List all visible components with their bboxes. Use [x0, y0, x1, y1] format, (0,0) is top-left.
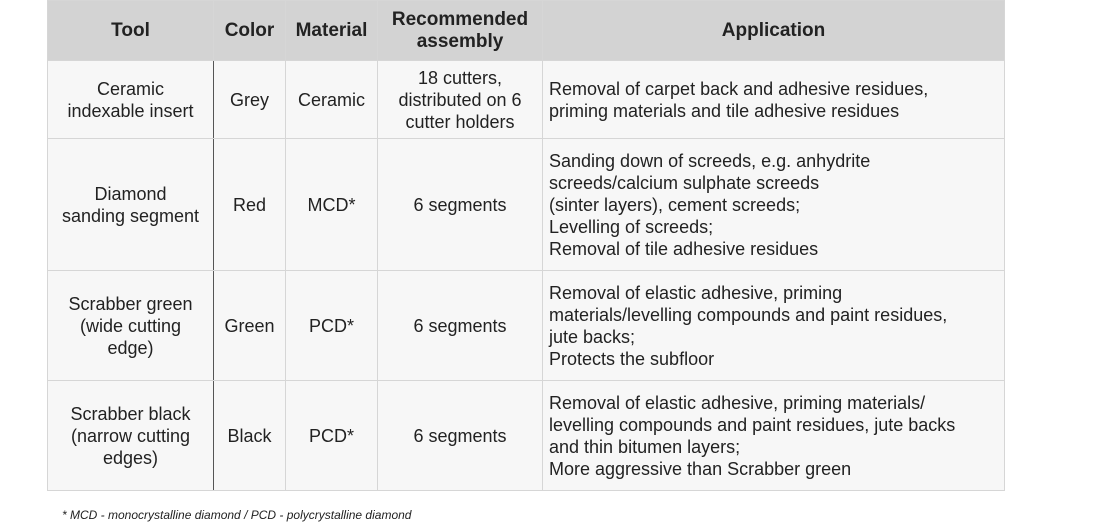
cell-material: Ceramic: [286, 61, 378, 139]
cell-material: MCD*: [286, 139, 378, 271]
cell-assembly: 6 segments: [378, 271, 543, 381]
cell-tool: Scrabber black (narrow cutting edges): [48, 381, 214, 491]
cell-application: Removal of elastic adhesive, priming materials/ levelling compounds and paint residues, jute backs and thin bitumen layers; More aggressive than Scrabber green: [543, 381, 1005, 491]
cell-color: Grey: [214, 61, 286, 139]
cell-assembly: 18 cutters, distributed on 6 cutter holders: [378, 61, 543, 139]
header-color: Color: [214, 1, 286, 61]
cell-application: Sanding down of screeds, e.g. anhydrite screeds/calcium sulphate screeds (sinter layers), cement screeds; Levelling of screeds; Removal of tile adhesive residues: [543, 139, 1005, 271]
table-row: [48, 139, 1005, 271]
cell-tool: Diamond sanding segment: [48, 139, 214, 271]
cell-color: Red: [214, 139, 286, 271]
header-application: Application: [543, 1, 1005, 61]
header-assembly: Recommended assembly: [378, 1, 543, 61]
header-tool: Tool: [48, 1, 214, 61]
cell-assembly: 6 segments: [378, 381, 543, 491]
table-row: [48, 381, 1005, 491]
cell-application: Removal of carpet back and adhesive residues, priming materials and tile adhesive residues: [543, 61, 1005, 139]
cell-color: Green: [214, 271, 286, 381]
footnote: * MCD - monocrystalline diamond / PCD - polycrystalline diamond: [62, 508, 412, 522]
cell-tool: Scrabber green (wide cutting edge): [48, 271, 214, 381]
header-row: [48, 1, 1005, 61]
cell-assembly: 6 segments: [378, 139, 543, 271]
header-material: Material: [286, 1, 378, 61]
tools-table: [47, 0, 1005, 491]
cell-material: PCD*: [286, 381, 378, 491]
cell-application: Removal of elastic adhesive, priming materials/levelling compounds and paint residues, jute backs; Protects the subfloor: [543, 271, 1005, 381]
table-row: [48, 61, 1005, 139]
cell-color: Black: [214, 381, 286, 491]
cell-material: PCD*: [286, 271, 378, 381]
cell-tool: Ceramic indexable insert: [48, 61, 214, 139]
table-row: [48, 271, 1005, 381]
